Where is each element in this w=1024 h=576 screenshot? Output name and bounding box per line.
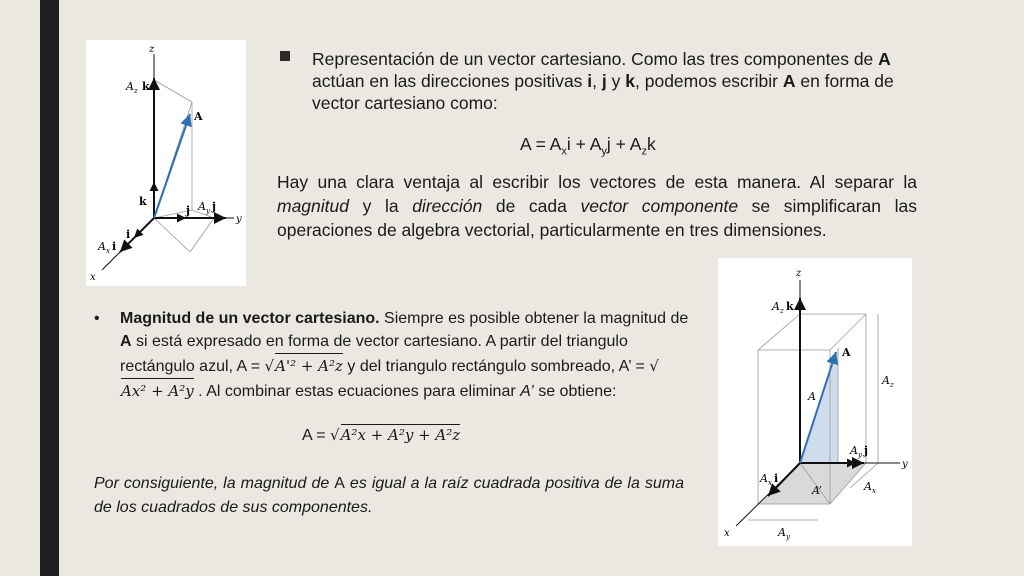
fig2-Axi-sub: x [768,479,772,487]
sqrt-expression-1: A'² + A²z [275,353,343,378]
figure-vector-components [86,40,246,286]
section-cartesian-representation: Representación de un vector cartesiano. Como las tres componentes de A actúan en las direcciones positivas i, j y k, podemos escribir A en forma de vector cartesiano como: [280,48,920,114]
figure-magnitude-box [718,258,912,546]
fig1-Ax-sub: x [106,247,110,255]
fig1-k-label: k [139,195,147,208]
fig1-i2-label: i [112,240,117,253]
fig1-z-label: z [149,44,155,55]
fig2-x-label: x [724,528,730,539]
fig1-Ay-label: A [198,200,206,213]
fig2-Ay-bottom-sub: y [786,533,790,541]
fig2-y-label: y [902,459,908,470]
fig2-Ayj-sub: y [858,451,862,459]
fig1-Ay-sub: y [206,207,210,215]
conclusion-paragraph: Por consiguiente, la magnitud de A es igual a la raíz cuadrada positiva de la suma de los cuadrados de sus componentes. [94,475,685,516]
fig1-i-label: i [126,228,131,241]
bullet-dot: • [94,310,100,327]
fig2-Az-right-label: A [882,374,890,387]
fig1-j2-label: j [212,200,216,213]
fig2-Aprime-label: A’ [812,484,822,497]
fig2-z-label: z [796,268,802,279]
section2-heading: Magnitud de un vector cartesiano. [120,310,380,327]
fig1-Az-sub: z [134,87,138,95]
fig2-Azk-sub: z [780,307,784,315]
fig2-Ayj-label: A [850,444,858,457]
fig2-Axi-i: i [774,472,779,485]
fig2-Ax-right-sub: x [872,487,876,495]
fig2-Ayj-j: j [864,444,868,457]
square-bullet-icon [280,51,290,61]
section1-heading: Representación de un vector cartesiano. [312,49,627,69]
magnitude-formula: A = √A²x + A²y + A²z [302,426,461,444]
fig1-y-label: y [236,214,242,225]
fig2-A-bold-label: A [842,346,851,359]
paragraph-advantage: Hay una clara ventaja al escribir los vectores de esta manera. Al separar la magnitud y la dirección de cada vector componente se simplificaran las operaciones de algebra vectorial, particularmente en tres dimensiones. [277,172,917,240]
fig1-x-label: x [90,272,96,283]
cartesian-vector-formula: $A = A_xi + A_yj + A_zk$ [520,134,656,158]
section-vector-magnitude: • Magnitud de un vector cartesiano. Siempre es posible obtener la magnitud de A si está expresado en forma de vector cartesiano. A partir del triangulo rectángulo azul, A = √A'² + A²z y del triangulo rectángulo sombreado, A’ = √Ax² + A²y . Al combinar estas ecuaciones para eliminar A’ se obtiene: [94,307,694,403]
fig2-A-italic-label: A [808,390,816,403]
fig1-k-top-label: k [142,80,150,93]
sqrt-expression-2: Ax² + A²y [121,378,194,403]
fig1-A-label: A [194,110,203,123]
fig2-Axi-label: A [760,472,768,485]
fig2-Az-right-sub: z [890,381,894,389]
fig1-Az-label: A [126,80,134,93]
fig1-j-label: j [186,204,190,217]
fig2-Ay-bottom-label: A [778,526,786,539]
left-accent-bar [40,0,59,576]
fig2-Azk-k: k [786,300,794,313]
fig2-Azk-label: A [772,300,780,313]
sqrt-expression-3: A²x + A²y + A²z [340,426,461,444]
fig1-Ax-label: A [98,240,106,253]
fig2-Ax-right-label: A [864,480,872,493]
